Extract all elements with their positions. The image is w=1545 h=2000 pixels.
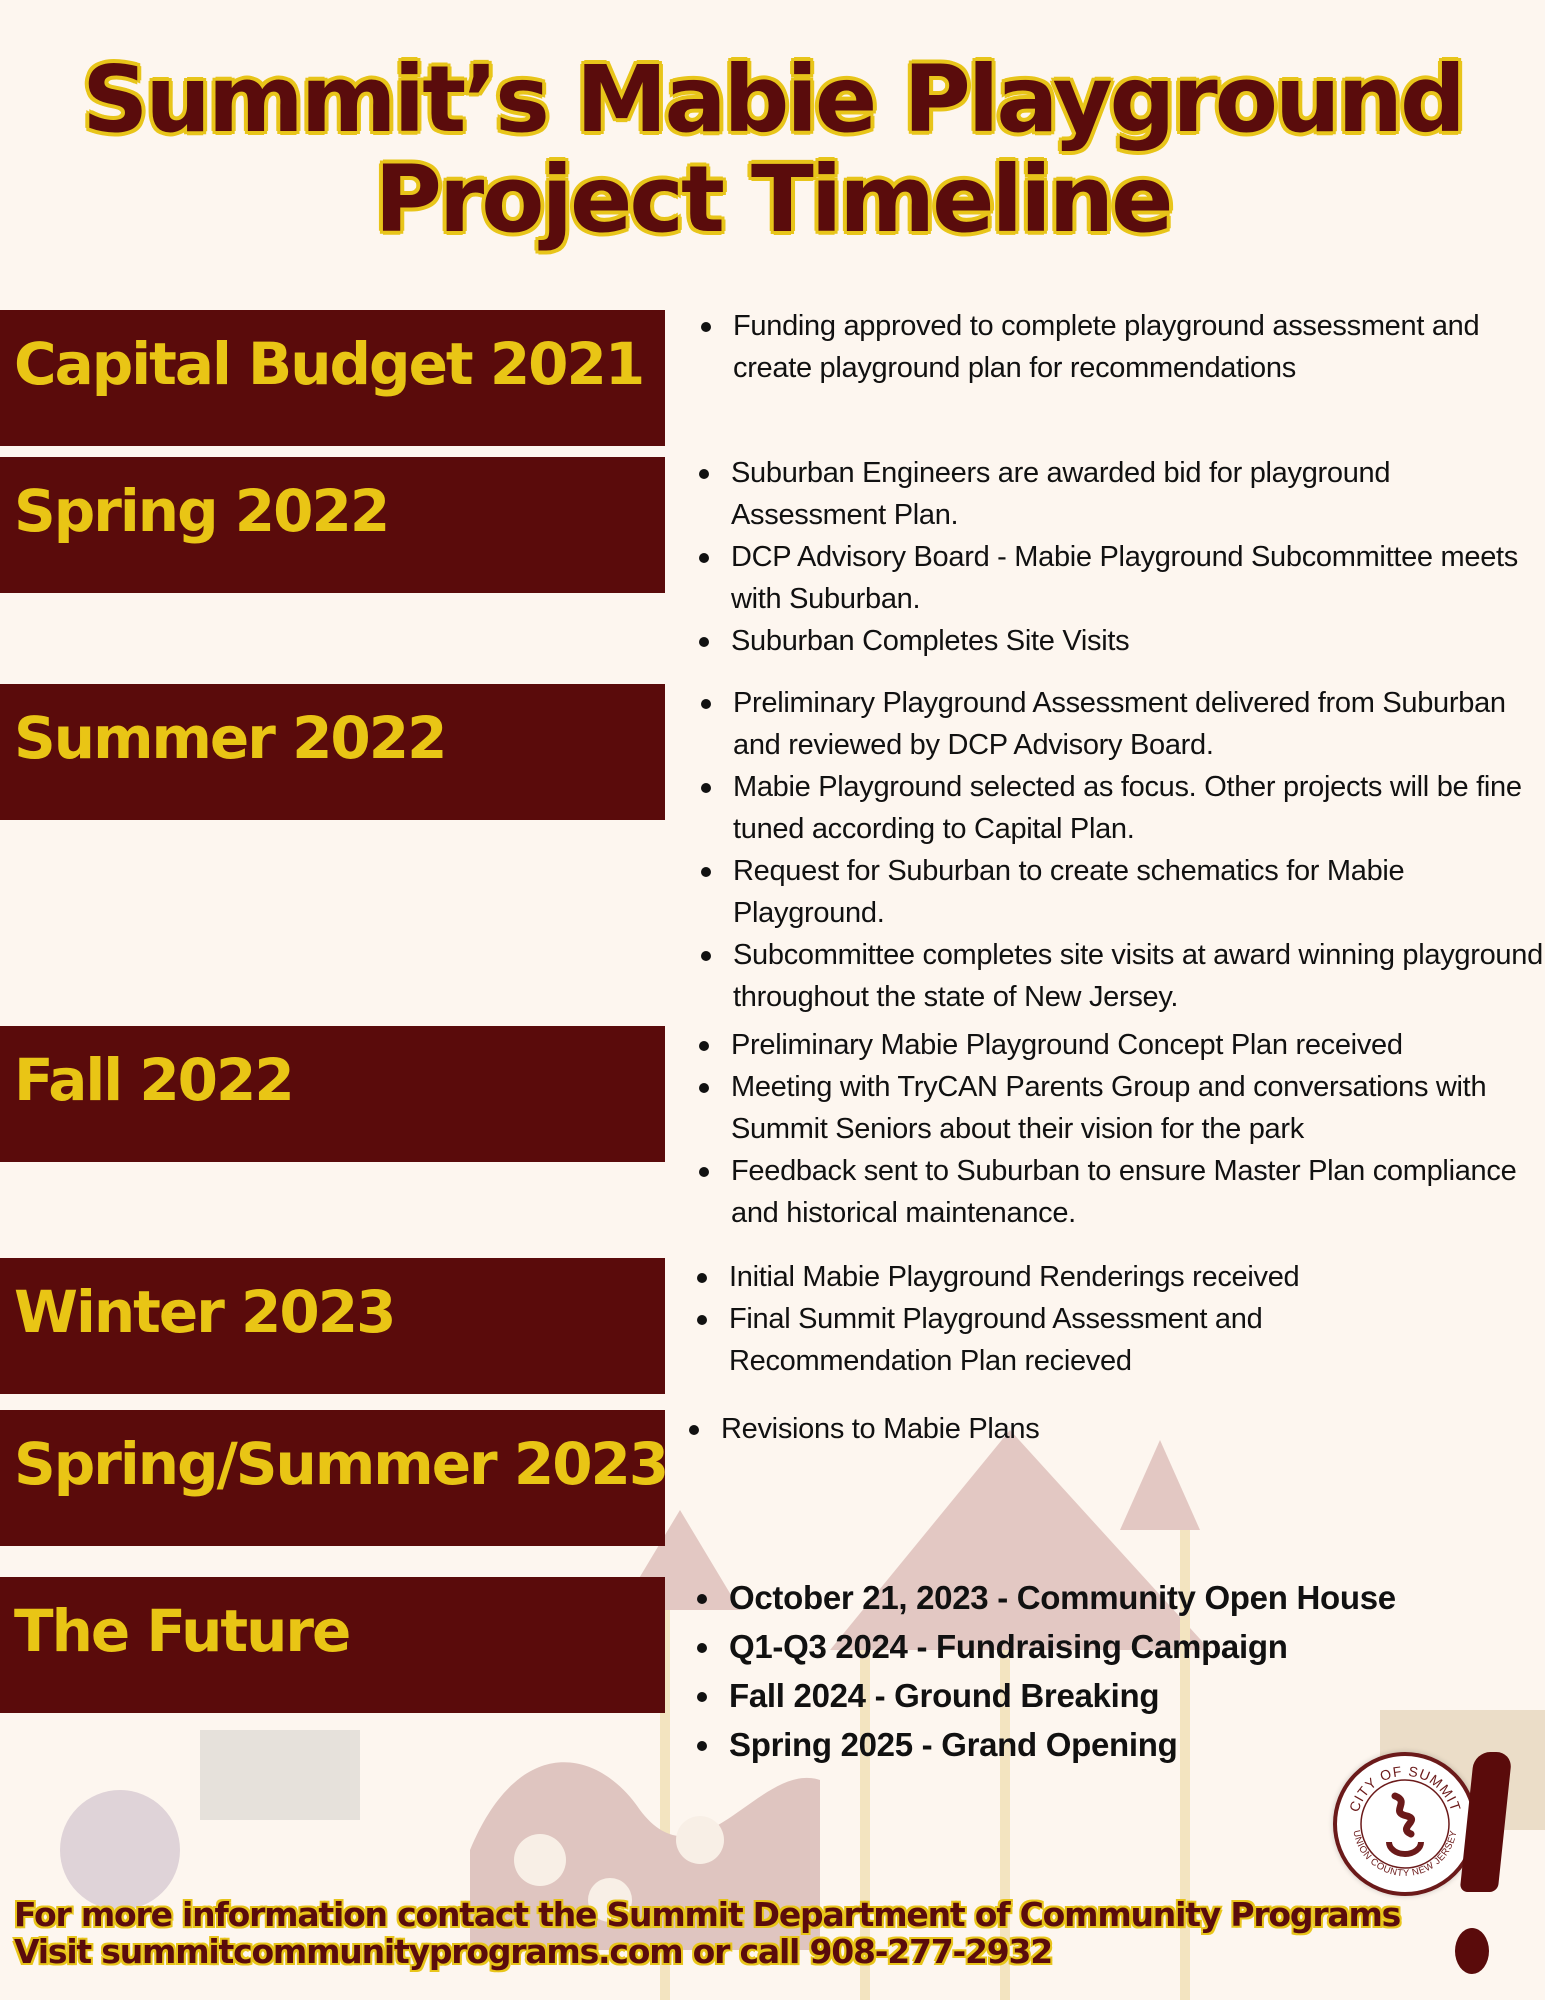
footer-line-1: For more information contact the Summit Department of Community Programs bbox=[14, 1895, 1401, 1934]
contact-footer bbox=[14, 1896, 1400, 1970]
list-item: Mabie Playground selected as focus. Other projects will be fine tuned according to Capital Plan. bbox=[695, 766, 1545, 850]
timeline-label-summer-2022: Summer 2022 bbox=[0, 684, 665, 820]
list-item: Spring 2025 - Grand Opening bbox=[691, 1720, 1511, 1769]
list-item: DCP Advisory Board - Mabie Playground Subcommittee meets with Suburban. bbox=[693, 536, 1545, 620]
timeline-label-winter-2023: Winter 2023 bbox=[0, 1258, 665, 1394]
list-item: Suburban Completes Site Visits bbox=[693, 620, 1545, 662]
page-title bbox=[0, 46, 1545, 253]
timeline-items-fall-2022 bbox=[693, 1024, 1545, 1234]
timeline-items-capital-budget-2021 bbox=[695, 305, 1545, 389]
list-item: Revisions to Mabie Plans bbox=[683, 1408, 1383, 1450]
city-of-summit-seal-icon bbox=[1333, 1752, 1477, 1896]
timeline-label-spring-2022: Spring 2022 bbox=[0, 457, 665, 593]
timeline-items-summer-2022 bbox=[695, 682, 1545, 1018]
title-line-1: Summit’s Mabie Playground bbox=[82, 46, 1463, 153]
exclamation-dot-icon bbox=[1455, 1928, 1489, 1974]
timeline-label-capital-budget-2021: Capital Budget 2021 bbox=[0, 310, 665, 446]
list-item: Preliminary Playground Assessment delivered from Suburban and reviewed by DCP Advisory Board. bbox=[695, 682, 1545, 766]
list-item: Suburban Engineers are awarded bid for playground Assessment Plan. bbox=[693, 452, 1545, 536]
list-item: Funding approved to complete playground assessment and create playground plan for recommendations bbox=[695, 305, 1545, 389]
footer-line-2: Visit summitcommunityprograms.com or call 908-277-2932 bbox=[14, 1932, 1053, 1971]
svg-text:CITY OF SUMMIT: CITY OF SUMMIT bbox=[1345, 1762, 1465, 1814]
list-item: Request for Suburban to create schematics for Mabie Playground. bbox=[695, 850, 1545, 934]
svg-text:UNION COUNTY NEW JERSEY: UNION COUNTY NEW JERSEY bbox=[1350, 1829, 1460, 1880]
list-item: Final Summit Playground Assessment and Recommendation Plan recieved bbox=[691, 1298, 1391, 1382]
list-item: Q1-Q3 2024 - Fundraising Campaign bbox=[691, 1622, 1511, 1671]
timeline-items-spring-2022 bbox=[693, 452, 1545, 662]
list-item: Fall 2024 - Ground Breaking bbox=[691, 1671, 1511, 1720]
list-item: Subcommittee completes site visits at award winning playground throughout the state of New Jersey. bbox=[695, 934, 1545, 1018]
timeline-items-spring-summer-2023 bbox=[683, 1408, 1383, 1450]
title-line-2: Project Timeline bbox=[374, 146, 1171, 253]
timeline-label-spring-summer-2023: Spring/Summer 2023 bbox=[0, 1410, 665, 1546]
list-item: Feedback sent to Suburban to ensure Master Plan compliance and historical maintenance. bbox=[693, 1150, 1545, 1234]
list-item: Preliminary Mabie Playground Concept Plan received bbox=[693, 1024, 1545, 1066]
timeline-items-the-future bbox=[691, 1573, 1511, 1769]
list-item: October 21, 2023 - Community Open House bbox=[691, 1573, 1511, 1622]
timeline-items-winter-2023 bbox=[691, 1256, 1391, 1382]
list-item: Meeting with TryCAN Parents Group and conversations with Summit Seniors about their vision for the park bbox=[693, 1066, 1545, 1150]
timeline-label-fall-2022: Fall 2022 bbox=[0, 1026, 665, 1162]
list-item: Initial Mabie Playground Renderings received bbox=[691, 1256, 1391, 1298]
timeline-label-the-future: The Future bbox=[0, 1577, 665, 1713]
